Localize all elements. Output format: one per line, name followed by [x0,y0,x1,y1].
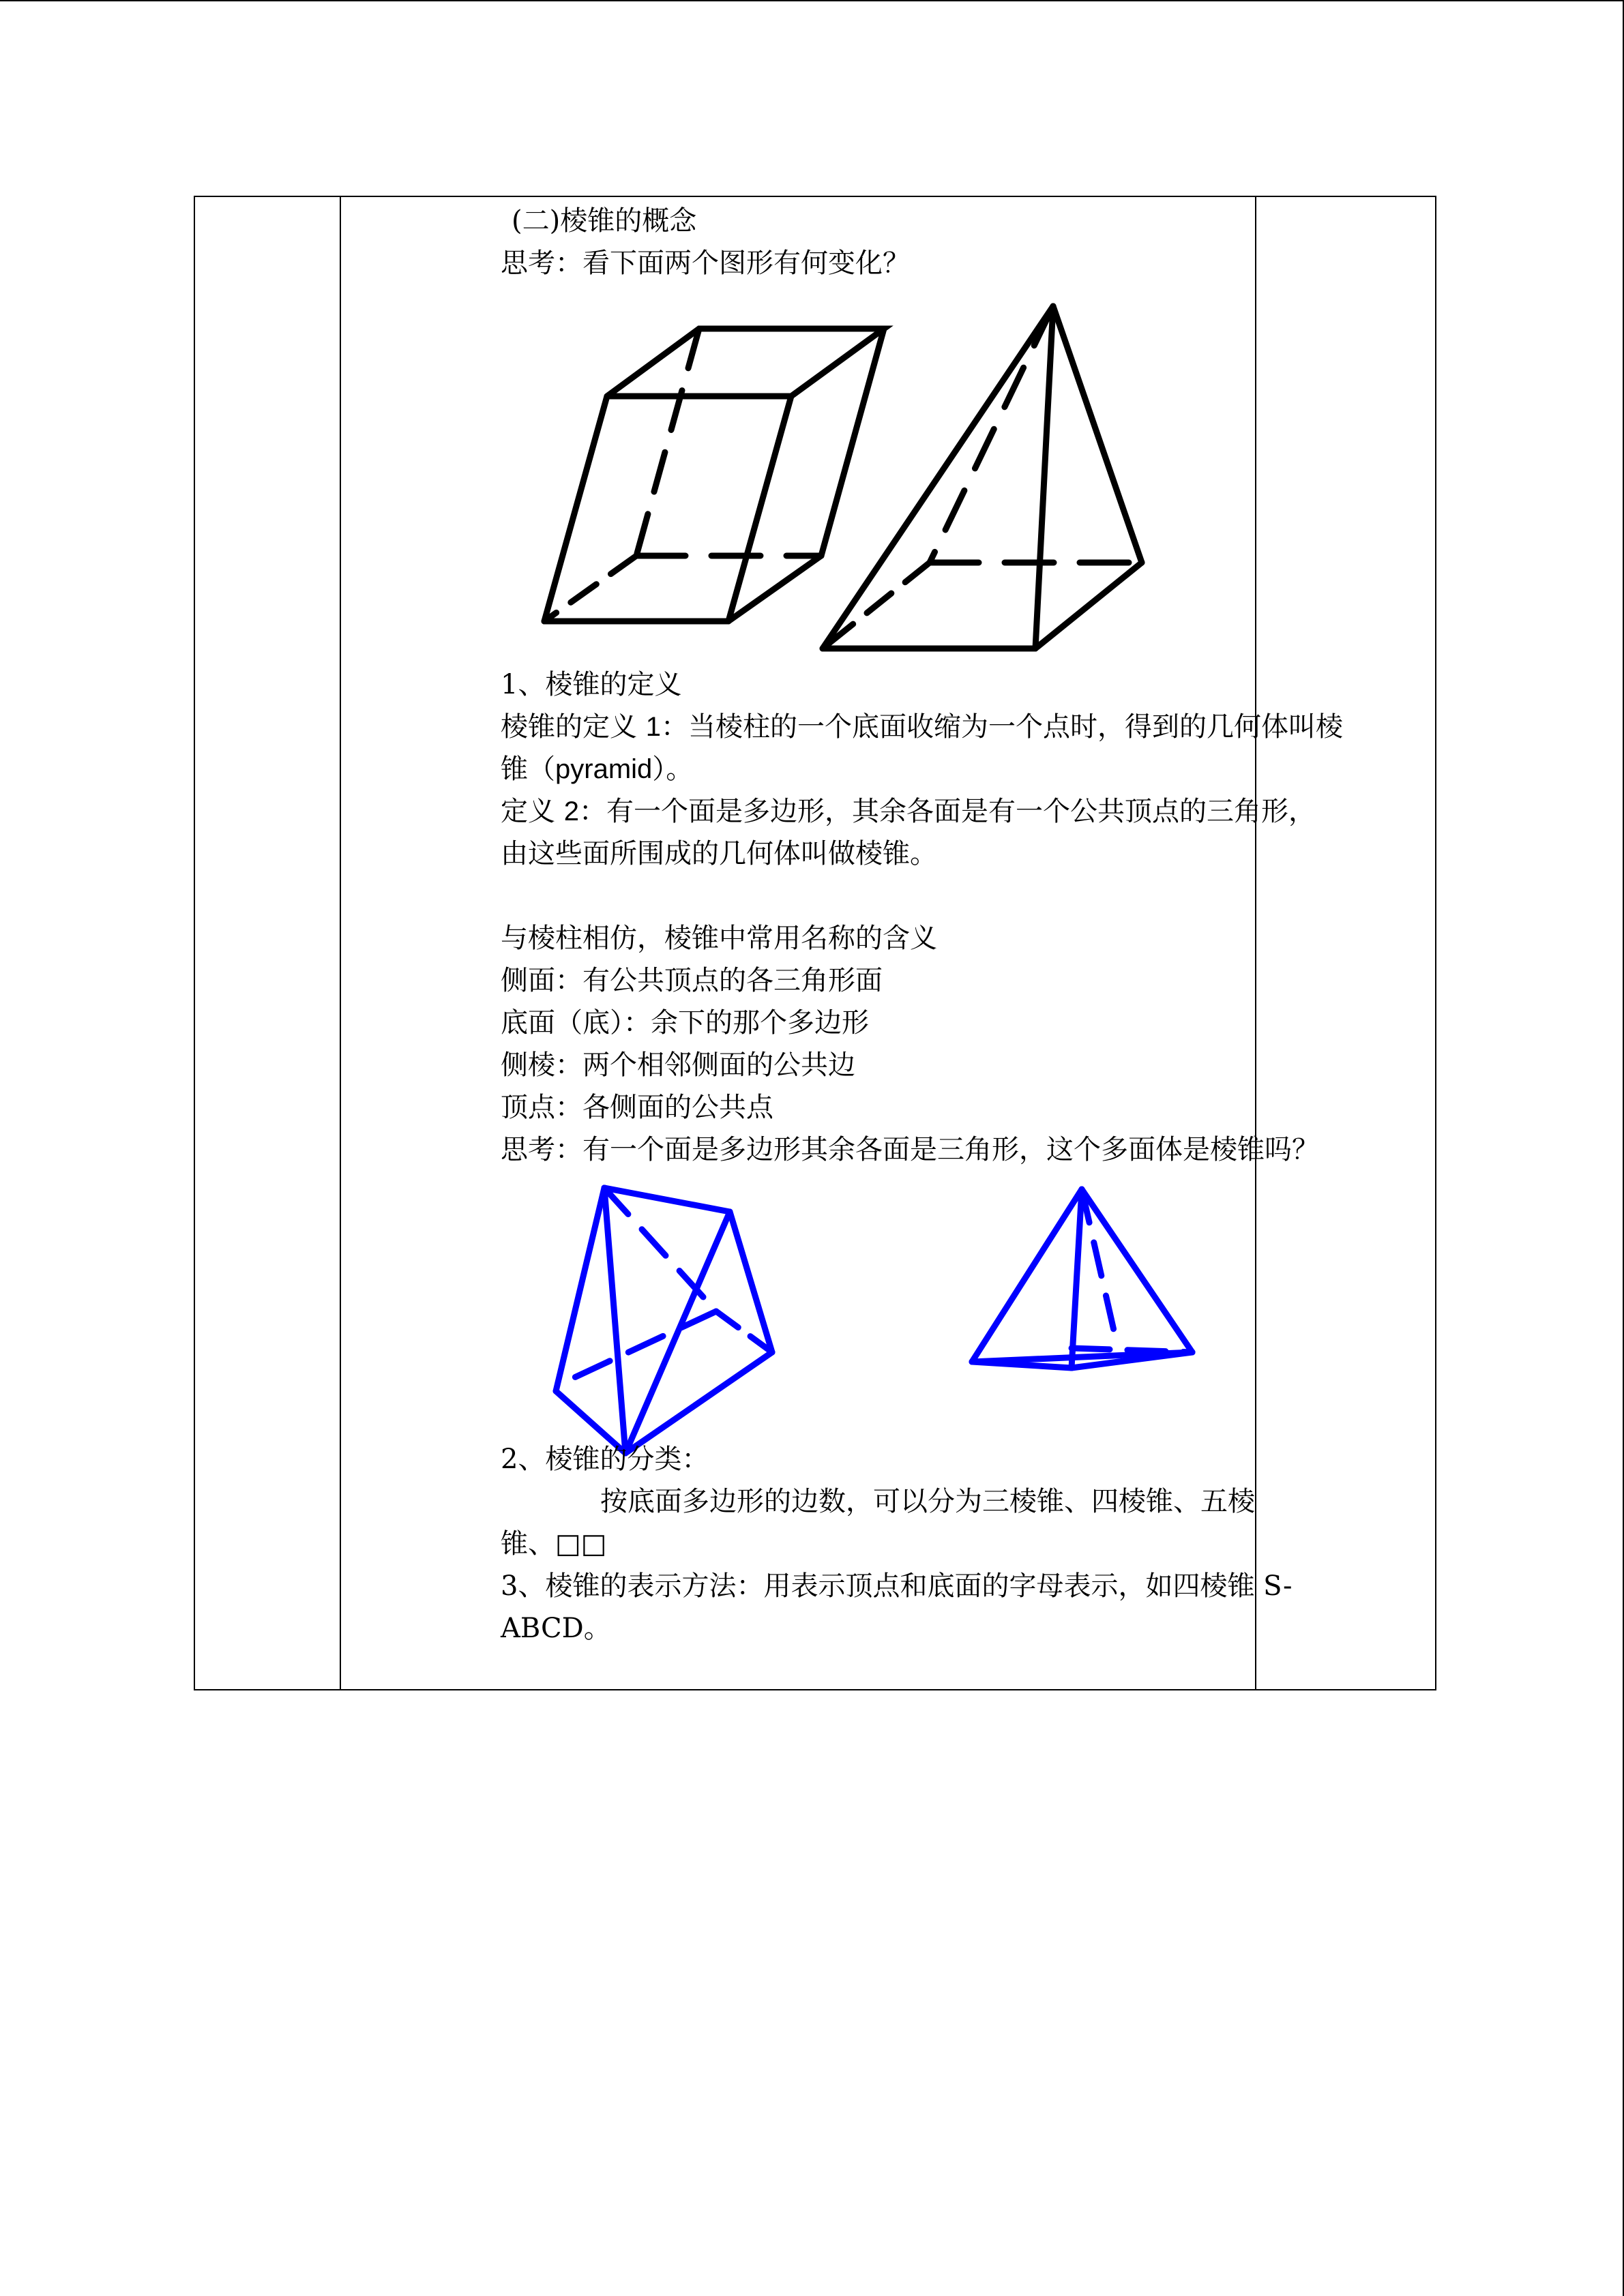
think-question-1: 思考：看下面两个图形有何变化？ [501,248,910,279]
prism-front-right-edge [728,396,791,621]
classification-body-1: 按底面多边形的边数，可以分为三棱锥、四棱锥、五棱 [600,1486,1255,1517]
definition-1-text: ：当棱柱的一个底面收缩为一个点时，得到的几何体叫棱 [660,711,1343,743]
prism-back-right-edge [821,329,884,556]
pyramid-front-edge [1035,306,1053,648]
definition-2-line-2: 由这些面所围成的几何体叫做棱锥。 [501,838,937,869]
blue1-hidden-edge-3 [573,1311,716,1378]
right-column-cell [1256,196,1436,1690]
terms-intro: 与棱柱相仿，棱锥中常用名称的含义 [501,923,937,954]
definition-1-line-1 [501,706,1343,748]
classification-body-2: 锥、□□ [501,1528,607,1560]
notation-line-1: 3、棱锥的表示方法：用表示顶点和底面的字母表示，如四棱锥 S- [501,1570,1293,1602]
blue-counterexample-2 [972,1189,1192,1368]
pyramid-left-edge [823,306,1053,648]
definition-1-number: 1 [645,712,661,742]
left-column-cell [194,196,340,1690]
pyramid-hidden-edge [930,306,1053,563]
blue1-left-edge [556,1188,604,1391]
term-lateral-edge: 侧棱：两个相邻侧面的公共边 [501,1049,855,1081]
pyramid-figure [823,306,1142,648]
lesson-table [194,196,1436,1690]
definition-1-label: 棱锥的定义 [501,711,637,743]
prism-hidden-vertical-edge [636,329,699,556]
page-top-edge [0,0,1623,1]
prism-front-left-edge [544,396,607,621]
pyramid-bottom-right-edge [1035,563,1142,648]
think-question-2: 思考：有一个面是多边形其余各面是三角形，这个多面体是棱锥吗？ [501,1134,1319,1165]
blue2-left-edge [972,1189,1082,1362]
pyramid-hidden-left-edge [823,563,930,648]
definition-2-label: 定义 [501,796,555,827]
definition-1-line-2 [501,748,693,790]
definition-2-number: 2 [563,796,579,826]
definition-1-cont: 锥（ [501,754,555,785]
blue1-center-edge [604,1188,625,1453]
blue1-right-edge [730,1212,772,1352]
term-base: 底面（底）：余下的那个多边形 [501,1007,869,1039]
term-apex: 顶点：各侧面的公共点 [501,1092,773,1123]
definition-2-line-1 [501,790,1316,833]
definition-2-text: ：有一个面是多边形，其余各面是有一个公共顶点的三角形， [578,796,1316,827]
content-area [341,197,1343,1689]
term-lateral-face: 侧面：有公共顶点的各三角形面 [501,965,883,996]
section-heading: (二)棱锥的概念 [512,205,697,237]
blue2-center-edge [1072,1189,1082,1368]
classification-title: 2、棱锥的分类： [501,1444,709,1475]
notation-line-2: ABCD。 [501,1613,611,1644]
definition-1-end: ）。 [652,754,694,785]
blue-counterexample-1 [556,1188,772,1453]
table-row [194,196,1436,1690]
definition-title: 1、棱锥的定义 [501,669,682,700]
content-cell [340,196,1343,1690]
prism-top-face [607,329,884,396]
prism-figure [544,329,884,621]
pyramid-right-edge [1053,306,1142,563]
definition-1-english: pyramid [555,754,653,784]
